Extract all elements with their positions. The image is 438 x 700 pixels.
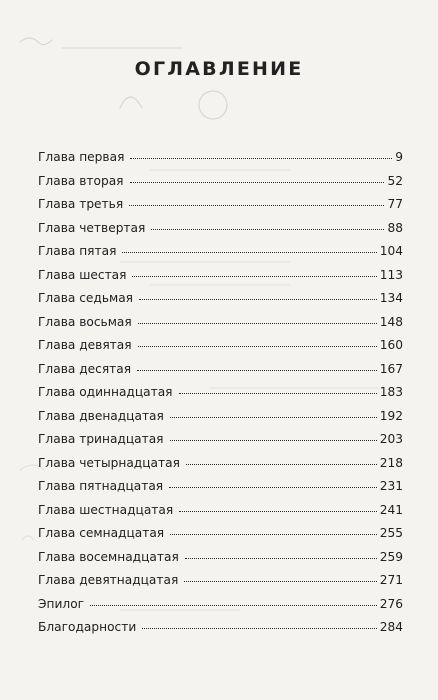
toc-entry-page-number: 192 — [379, 408, 403, 423]
toc-entry — [38, 550, 403, 574]
toc-dot-leader — [170, 416, 377, 418]
toc-entry — [38, 409, 403, 433]
toc-dot-leader — [130, 157, 392, 159]
toc-entry-label: Глава третья — [38, 197, 124, 211]
toc-entry-label: Благодарности — [38, 620, 137, 634]
toc-entry-page-number: 284 — [379, 620, 403, 634]
toc-entry-page-number: 148 — [379, 314, 403, 329]
toc-entry-label: Глава восьмая — [38, 314, 132, 329]
toc-entry-page-number: 52 — [387, 173, 403, 188]
toc-entry-label: Глава пятая — [38, 244, 117, 258]
toc-dot-leader — [151, 228, 384, 230]
toc-entry — [38, 503, 403, 527]
toc-entry — [38, 197, 403, 221]
toc-entry — [38, 362, 403, 386]
toc-entry-label: Глава седьмая — [38, 291, 134, 305]
toc-dot-leader — [142, 627, 376, 629]
toc-entry — [38, 526, 403, 550]
toc-entry-label: Глава девятнадцатая — [38, 573, 179, 587]
toc-entry-label: Глава четвертая — [38, 220, 146, 235]
toc-entry-page-number: 271 — [379, 573, 403, 587]
toc-dot-leader — [170, 439, 377, 441]
toc-entry — [38, 479, 403, 503]
toc-dot-leader — [170, 533, 377, 535]
toc-entry-label: Глава десятая — [38, 361, 132, 376]
toc-entry-page-number: 88 — [387, 220, 403, 235]
toc-dot-leader — [138, 322, 377, 324]
toc-entry — [38, 597, 403, 621]
toc-entry-label: Глава шестнадцатая — [38, 502, 174, 517]
toc-entry-page-number: 113 — [379, 267, 403, 282]
toc-dot-leader — [184, 580, 376, 582]
toc-entry-label: Глава одиннадцатая — [38, 385, 173, 399]
toc-entry-page-number: 218 — [379, 455, 403, 470]
toc-entry-label: Глава вторая — [38, 173, 124, 188]
toc-entry — [38, 456, 403, 480]
toc-entry — [38, 573, 403, 597]
toc-dot-leader — [179, 392, 377, 394]
toc-dot-leader — [186, 463, 377, 465]
toc-entry-label: Глава тринадцатая — [38, 432, 164, 446]
toc-entry-page-number: 77 — [387, 197, 403, 211]
toc-entry-page-number: 134 — [379, 291, 403, 305]
page-title: ОГЛАВЛЕНИЕ — [134, 58, 304, 80]
toc-dot-leader — [185, 557, 377, 559]
toc-entry — [38, 338, 403, 362]
toc-entry-label: Глава девятая — [38, 338, 132, 352]
toc-entry — [38, 432, 403, 456]
toc-entry-page-number: 203 — [379, 432, 403, 446]
toc-entry — [38, 315, 403, 339]
toc-entry-label: Глава восемнадцатая — [38, 549, 179, 564]
toc-entry-page-number: 259 — [379, 549, 403, 564]
toc-entry-page-number: 9 — [395, 150, 403, 164]
toc-entry — [38, 174, 403, 198]
toc-entry-label: Глава семнадцатая — [38, 526, 165, 540]
toc-entry-page-number: 104 — [379, 244, 403, 258]
toc-entry-page-number: 276 — [379, 596, 403, 611]
toc-entry-label: Глава четырнадцатая — [38, 455, 180, 470]
toc-entry — [38, 620, 403, 644]
toc-entry — [38, 244, 403, 268]
toc-dot-leader — [139, 298, 377, 300]
toc-entry-label: Глава первая — [38, 150, 125, 164]
toc-entry-label: Эпилог — [38, 596, 85, 611]
toc-entry-page-number: 167 — [379, 361, 403, 376]
toc-entry — [38, 150, 403, 174]
toc-entry — [38, 268, 403, 292]
toc-entry-page-number: 241 — [379, 502, 403, 517]
toc-dot-leader — [130, 181, 385, 183]
toc-dot-leader — [122, 251, 376, 253]
toc-entry-label: Глава пятнадцатая — [38, 479, 164, 493]
toc-dot-leader — [169, 486, 377, 488]
toc-entry — [38, 221, 403, 245]
toc-entry-page-number: 231 — [379, 479, 403, 493]
toc-entry — [38, 385, 403, 409]
toc-entry-page-number: 160 — [379, 338, 403, 352]
toc-dot-leader — [137, 369, 377, 371]
toc-dot-leader — [179, 510, 377, 512]
toc-entry-page-number: 255 — [379, 526, 403, 540]
toc-dot-leader — [129, 204, 384, 206]
toc-entry-page-number: 183 — [379, 385, 403, 399]
toc-entry-label: Глава двенадцатая — [38, 408, 164, 423]
toc-dot-leader — [138, 345, 377, 347]
toc-entry — [38, 291, 403, 315]
toc-dot-leader — [132, 275, 376, 277]
toc-dot-leader — [90, 604, 377, 606]
table-of-contents — [38, 150, 403, 644]
toc-entry-label: Глава шестая — [38, 267, 127, 282]
